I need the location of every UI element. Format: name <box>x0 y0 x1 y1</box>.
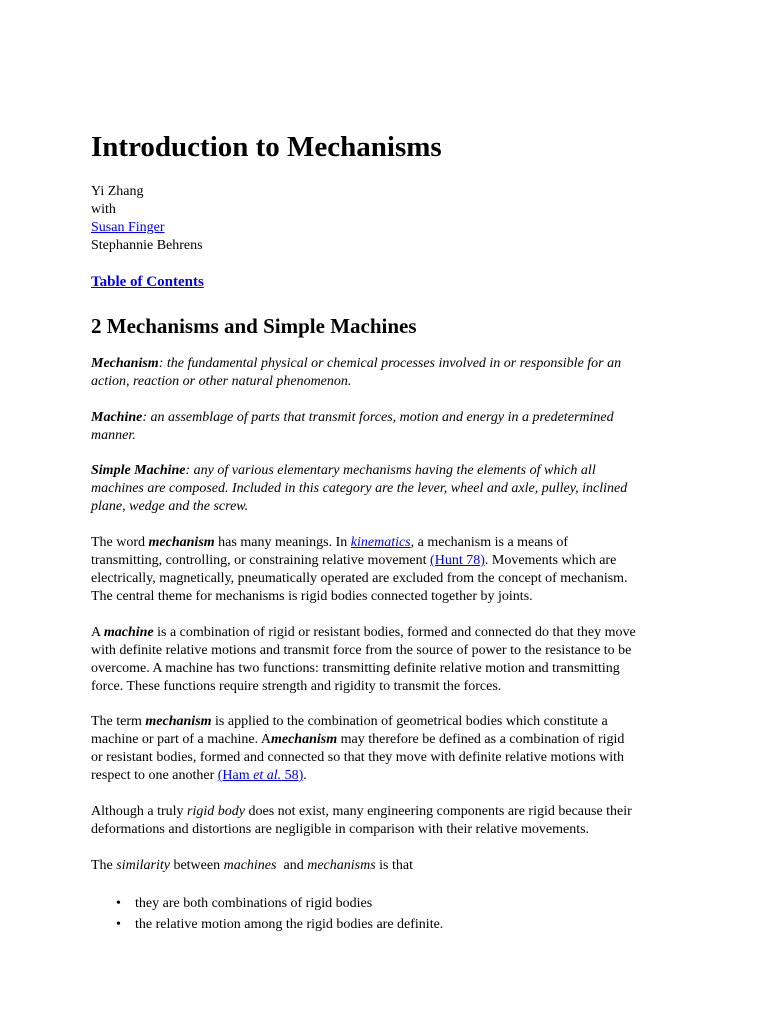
definition-term: Machine <box>91 410 143 425</box>
paragraph-similarity: The similarity between machines and mechanisms is that <box>91 858 413 873</box>
bullet-icon: • <box>116 917 121 932</box>
definition-term: Mechanism <box>91 356 159 371</box>
paragraph-machine: A machine is a combination of rigid or resistant bodies, formed and connected do that they move with definite relative motions and transmit force from the source of power to the resistance to be overcome. A machine has two functions: transmitting definite relative motion and transmitting force. These functions require strength and rigidity to transmit the forces. <box>91 625 636 694</box>
definition-simple-machine <box>91 462 691 516</box>
list-item: • the relative motion among the rigid bodies are definite. <box>91 914 443 935</box>
definition-machine <box>91 409 691 445</box>
definition-mechanism <box>91 355 691 391</box>
author-connector: with <box>91 202 116 217</box>
definition-text: : any of various elementary mechanisms having the elements of which all <box>185 463 596 478</box>
definition-text: plane, wedge and the screw. <box>91 499 249 514</box>
list-item: • they are both combinations of rigid bodies <box>91 893 443 914</box>
page-title: Introduction to Mechanisms <box>91 131 442 163</box>
definition-text: machines are composed. Included in this category are the lever, wheel and axle, pulley, inclined <box>91 481 628 496</box>
bullet-icon: • <box>116 896 121 911</box>
author-name: Yi Zhang <box>91 184 144 199</box>
definition-term: Simple Machine <box>91 463 186 478</box>
paragraph-word-mechanism: The word mechanism has many meanings. In kinematics, a mechanism is a means of transmitting, controlling, or constraining relative movement (Hunt 78). Movements which are electrically, magnetically, pneumatically operated are excluded from the concept of mechanism. The central theme for mechanisms is rigid bodies connected together by joints. <box>91 535 628 604</box>
kinematics-link[interactable]: kinematics <box>350 535 411 550</box>
author-block <box>91 183 203 255</box>
table-of-contents-link[interactable]: Table of Contents <box>91 274 204 290</box>
definition-text: manner. <box>91 428 136 443</box>
paragraph-rigid-body: Although a truly rigid body does not exist, many engineering components are rigid because their deformations and distortions are negligible in comparison with their relative movements. <box>91 804 632 837</box>
definition-text: action, reaction or other natural phenomenon. <box>91 374 352 389</box>
similarity-bullet-list <box>91 893 443 935</box>
definition-text: : the fundamental physical or chemical processes involved in or responsible for an <box>158 356 622 371</box>
definition-text: : an assemblage of parts that transmit forces, motion and energy in a predetermined <box>142 410 614 425</box>
author-name: Stephannie Behrens <box>91 238 203 253</box>
citation-link-ham-58[interactable]: (Ham et al. 58) <box>217 768 304 783</box>
section-heading: 2 Mechanisms and Simple Machines <box>91 314 417 338</box>
citation-link-hunt-78[interactable]: (Hunt 78) <box>430 553 485 568</box>
author-link-susan-finger[interactable]: Susan Finger <box>91 220 165 235</box>
paragraph-term-mechanism: The term mechanism is applied to the combination of geometrical bodies which constitute a machine or part of a machine. Amechanism may therefore be defined as a combination of rigid or resistant bodies, formed and connected so that they move with definite relative motions with respect to one another (Ham et al. 58). <box>91 714 625 783</box>
